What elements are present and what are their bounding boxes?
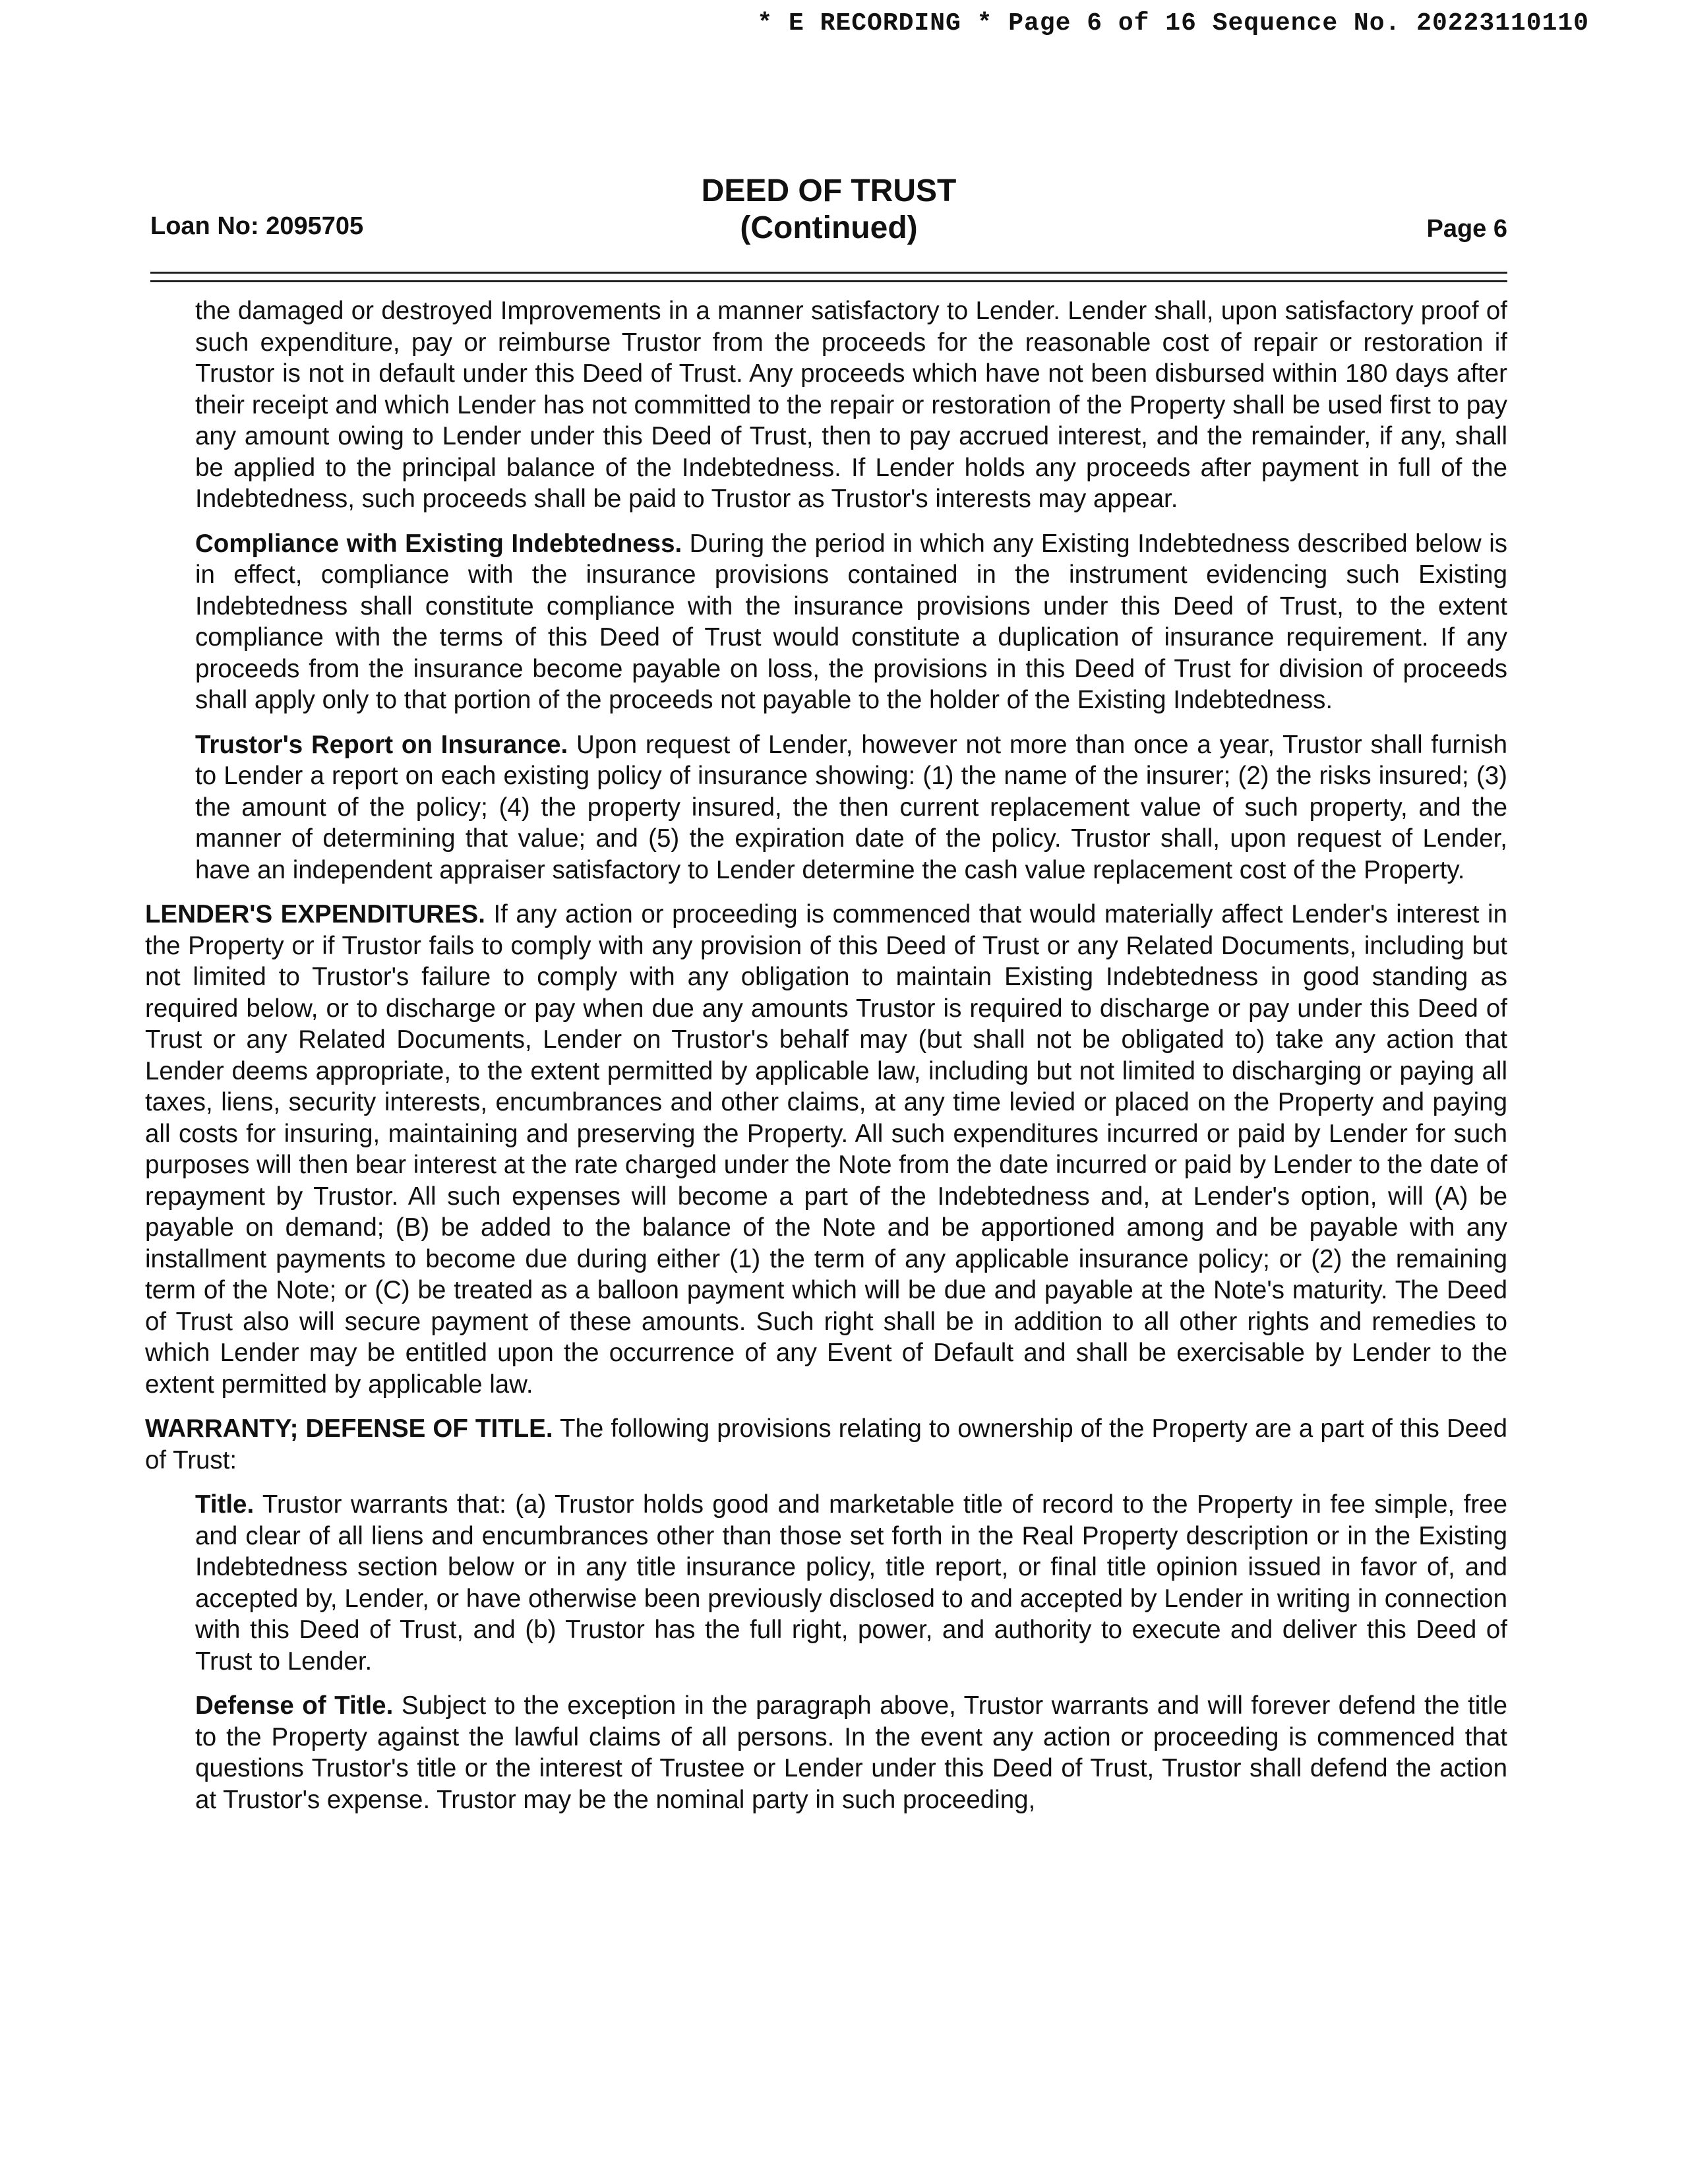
document-title	[150, 173, 1507, 247]
recording-stamp: * E RECORDING * Page 6 of 16 Sequence No. 20223110110	[757, 9, 1589, 38]
paragraph-text: Subject to the exception in the paragraph above, Trustor warrants and will forever defend the title to the Property against the lawful claims of all persons. In the event any action or proceeding is commenced that questions Trustor's title or the interest of Trustee or Lender under this Deed of Trust, Trustor shall defend the action at Trustor's expense. Trustor may be the nominal party in such proceeding,	[195, 1691, 1507, 1814]
paragraph-text: During the period in which any Existing Indebtedness described below is in effect, compliance with the insurance provisions contained in the instrument evidencing such Existing Indebtedness shall constitute compliance with the insurance provisions under this Deed of Trust, to the extent compliance with the terms of this Deed of Trust would constitute a duplication of insurance requirement. If any proceeds from the insurance become payable on loss, the provisions in this Deed of Trust for division of proceeds shall apply only to that portion of the proceeds not payable to the holder of the Existing Indebtedness.	[195, 529, 1507, 714]
paragraph-text: the damaged or destroyed Improvements in a manner satisfactory to Lender. Lender shall, upon satisfactory proof of such expenditure, pay or reimburse Trustor from the proceeds for the reasonable cost of repair or restoration if Trustor is not in default under this Deed of Trust. Any proceeds which have not been disbursed within 180 days after their receipt and which Lender has not committed to the repair or restoration of the Property shall be used first to pay any amount owing to Lender under this Deed of Trust, then to pay accrued interest, and the remainder, if any, shall be applied to the principal balance of the Indebtedness. If Lender holds any proceeds after payment in full of the Indebtedness, such proceeds shall be paid to Trustor as Trustor's interests may appear.	[195, 297, 1507, 513]
paragraph-lenders-expenditures	[145, 899, 1507, 1400]
header-divider-bottom	[150, 280, 1507, 282]
document-body	[145, 295, 1507, 1829]
paragraph-text: Trustor warrants that: (a) Trustor holds good and marketable title of record to the Property in fee simple, free and clear of all liens and encumbrances other than those set forth in the Real Property description or in the Existing Indebtedness section below or in any title insurance policy, title report, or final title opinion issued in favor of, and accepted by, Lender, or have otherwise been previously disclosed to and accepted by Lender in writing in connection with this Deed of Trust, and (b) Trustor has the full right, power, and authority to execute and deliver this Deed of Trust to Lender.	[195, 1490, 1507, 1676]
header-divider-top	[150, 272, 1507, 274]
paragraph-text: Upon request of Lender, however not more than once a year, Trustor shall furnish to Lender a report on each existing policy of insurance showing: (1) the name of the insurer; (2) the risks insured; (3) the amount of the policy; (4) the property insured, the then current replacement value of such property, and the manner of determining that value; and (5) the expiration date of the policy. Trustor shall, upon request of Lender, have an independent appraiser satisfactory to Lender determine the cash value replacement cost of the Property.	[195, 730, 1507, 884]
paragraph-heading: Compliance with Existing Indebtedness.	[195, 529, 682, 558]
document-header	[150, 173, 1507, 258]
paragraph-text: If any action or proceeding is commenced that would materially affect Lender's interest in the Property or if Trustor fails to comply with any provision of this Deed of Trust or any Related Documents, including but not limited to Trustor's failure to comply with any obligation to maintain Existing Indebtedness in good standing as required below, or to discharge or pay when due any amounts Trustor is required to discharge or pay under this Deed of Trust or any Related Documents, Lender on Trustor's behalf may (but shall not be obligated to) take any action that Lender deems appropriate, to the extent permitted by applicable law, including but not limited to discharging or paying all taxes, liens, security interests, encumbrances and other claims, at any time levied or placed on the Property and paying all costs for insuring, maintaining and preserving the Property. All such expenditures incurred or paid by Lender for such purposes will then bear interest at the rate charged under the Note from the date incurred or paid by Lender to the date of repayment by Trustor. All such expenses will become a part of the Indebtedness and, at Lender's option, will (A) be payable on demand; (B) be added to the balance of the Note and be apportioned among and be payable with any installment payments to become due during either (1) the term of any applicable insurance policy; or (2) the remaining term of the Note; or (C) be treated as a balloon payment which will be due and payable at the Note's maturity. The Deed of Trust also will secure payment of these amounts. Such right shall be in addition to all other rights and remedies to which Lender may be entitled upon the occurrence of any Event of Default and shall be exercisable by Lender to the extent permitted by applicable law.	[145, 900, 1507, 1399]
paragraph-continued-restoration	[195, 295, 1507, 515]
page-number: Page 6	[1426, 215, 1507, 243]
paragraph-warranty-defense-of-title	[145, 1413, 1507, 1476]
paragraph-text: The following provisions relating to ownership of the Property are a part of this Deed of Trust:	[145, 1414, 1507, 1474]
title-line-1: DEED OF TRUST	[701, 173, 957, 208]
loan-number: Loan No: 2095705	[150, 212, 364, 240]
paragraph-trustors-report-on-insurance	[195, 729, 1507, 886]
paragraph-heading: Title.	[195, 1490, 255, 1519]
title-line-2: (Continued)	[740, 210, 918, 245]
paragraph-heading: Trustor's Report on Insurance.	[195, 730, 568, 759]
paragraph-compliance-existing-indebtedness	[195, 528, 1507, 716]
paragraph-heading: WARRANTY; DEFENSE OF TITLE.	[145, 1414, 553, 1443]
paragraph-defense-of-title	[195, 1690, 1507, 1815]
paragraph-heading: LENDER'S EXPENDITURES.	[145, 900, 485, 928]
paragraph-heading: Defense of Title.	[195, 1691, 394, 1720]
paragraph-title	[195, 1489, 1507, 1677]
